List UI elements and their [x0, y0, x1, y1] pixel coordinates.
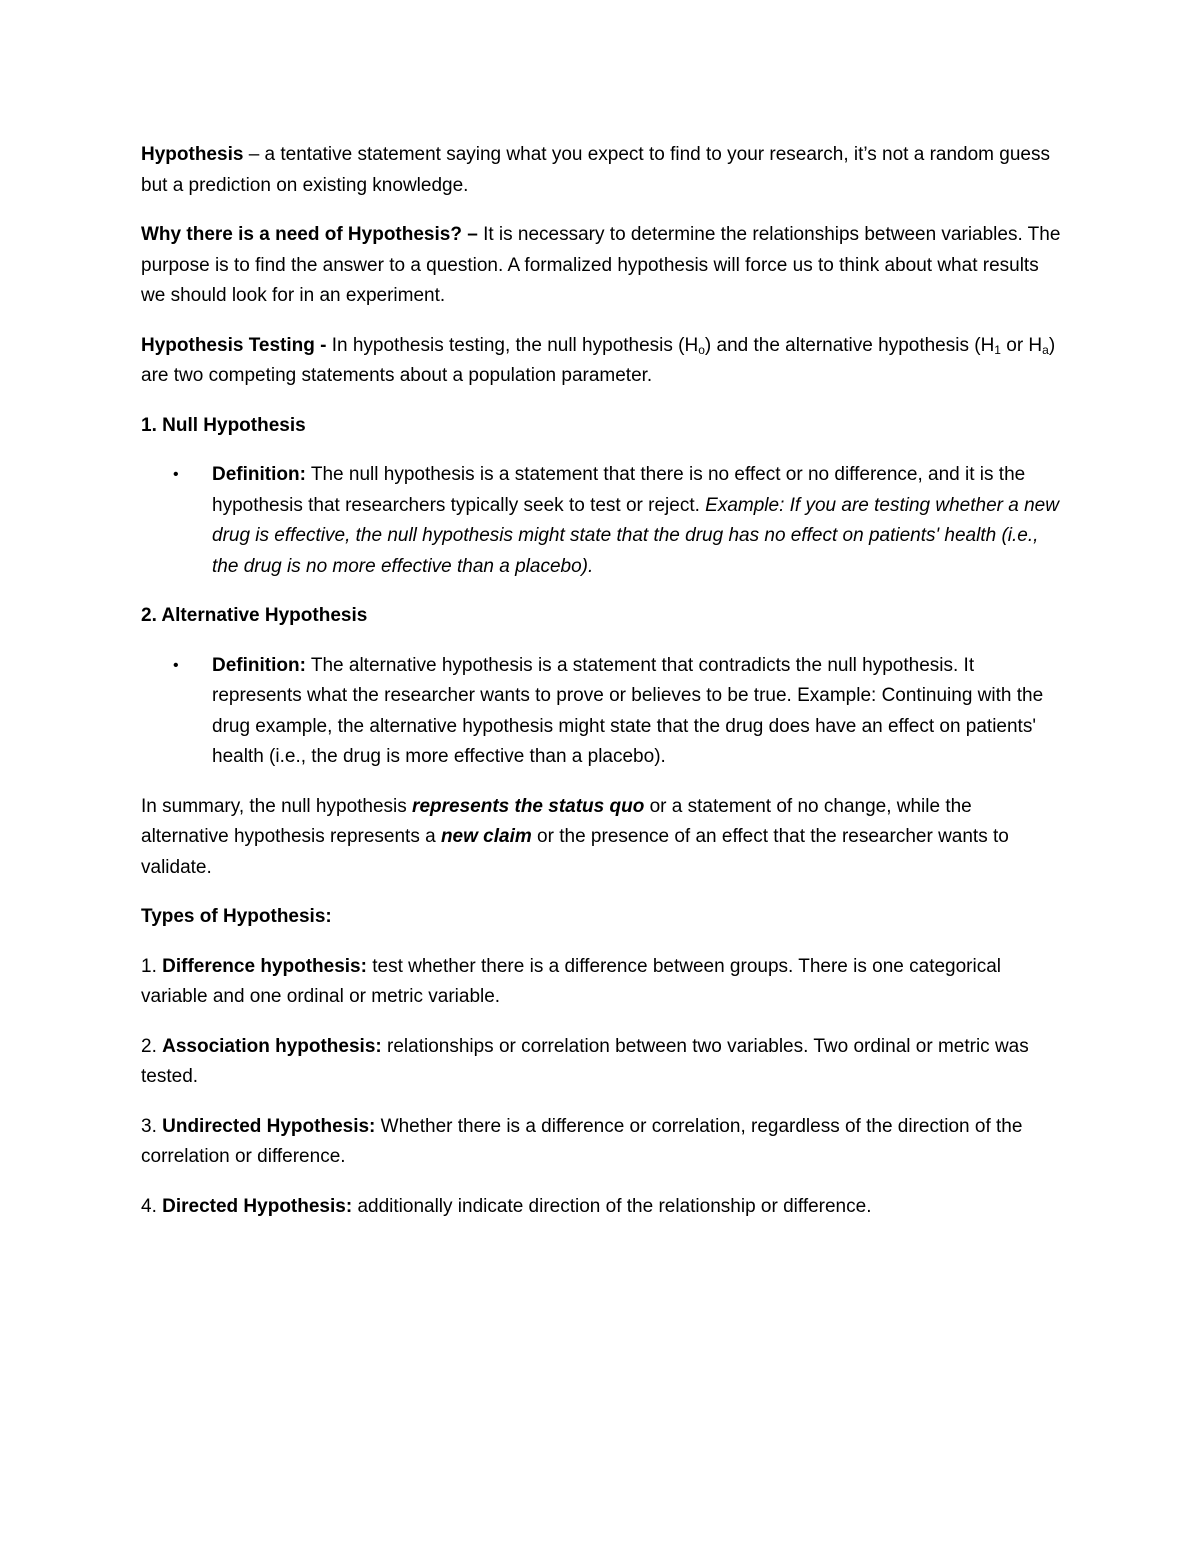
testing-text-3: or H — [1000, 334, 1043, 356]
definition-label: Definition: — [212, 654, 306, 676]
null-heading-text: 1. Null Hypothesis — [141, 414, 306, 436]
null-example: Example: If you are testing whether a new drug is effective, the null hypothesis might state that the drug has no effect on patients' health (i.e., the drug is no more effective than a placebo). — [212, 494, 1059, 577]
definition-label: Definition: — [212, 464, 306, 485]
type-item-directed — [141, 1192, 1061, 1223]
testing-text-1: In hypothesis testing, the null hypothesis (H — [331, 334, 699, 356]
type-number: 3. — [141, 1115, 163, 1137]
alt-definition — [212, 651, 1061, 773]
null-definition-list — [141, 460, 1061, 582]
null-definition — [212, 460, 1061, 582]
new-claim-emphasis: new claim — [440, 826, 532, 847]
testing-term: Hypothesis Testing - — [141, 334, 332, 356]
list-item — [141, 460, 1061, 582]
type-text: test whether there is a difference between groups. There is one categorical variable and one ordinal or metric variable. — [141, 955, 1002, 1007]
why-term: Why there is a need of Hypothesis? – — [141, 224, 484, 245]
summary-text-1: In summary, the null hypothesis — [141, 795, 413, 817]
summary-text-3: or the presence of an effect that the researcher wants to validate. — [141, 826, 1009, 878]
list-item — [141, 651, 1061, 773]
intro-text: – a tentative statement saying what you expect to find to your research, it’s not a random guess but a prediction on existing knowledge. — [141, 144, 1050, 196]
type-text: relationships or correlation between two variables. Two ordinal or metric was tested. — [141, 1035, 1029, 1087]
intro-term: Hypothesis — [141, 144, 244, 165]
type-term: Association hypothesis: — [162, 1035, 382, 1057]
type-number: 1. — [141, 955, 163, 977]
testing-text-2: ) and the alternative hypothesis (H — [704, 334, 995, 356]
testing-text-4: ) are two competing statements about a population parameter. — [141, 334, 1056, 386]
summary-text-2: or a statement of no change, while the alternative hypothesis represents a — [141, 795, 972, 847]
intro-paragraph — [141, 140, 1061, 201]
alt-heading-text: 2. Alternative Hypothesis — [141, 605, 368, 626]
type-number: 2. — [141, 1035, 163, 1057]
why-text: It is necessary to determine the relationships between variables. The purpose is to find the answer to a question. A formalized hypothesis will force us to think about what results we should look for in an experiment. — [141, 224, 1061, 306]
type-text: additionally indicate direction of the relationship or difference. — [352, 1195, 872, 1217]
type-term: Undirected Hypothesis: — [162, 1115, 376, 1137]
definition-text: The null hypothesis is a statement that there is no effect or no difference, and it is the hypothesis that researchers typically seek to test or reject. — [212, 464, 1026, 516]
type-term: Difference hypothesis: — [162, 955, 367, 977]
types-heading — [141, 902, 1061, 933]
type-item-association — [141, 1032, 1061, 1093]
types-heading-text: Types of Hypothesis: — [141, 906, 332, 927]
testing-paragraph — [141, 331, 1061, 392]
alt-subscript-a: a — [1042, 342, 1049, 357]
bullet-icon: • — [173, 466, 179, 483]
alt-definition-list — [141, 651, 1061, 773]
alt-subscript-1: 1 — [994, 342, 1001, 357]
type-item-difference — [141, 952, 1061, 1013]
null-subscript: o — [698, 342, 705, 357]
type-text: Whether there is a difference or correlation, regardless of the direction of the correlation or difference. — [141, 1115, 1023, 1167]
type-item-undirected — [141, 1112, 1061, 1173]
bullet-icon: • — [173, 656, 179, 674]
summary-paragraph — [141, 792, 1061, 884]
alt-heading — [141, 601, 1061, 632]
type-number: 4. — [141, 1195, 163, 1217]
document-body — [141, 140, 1061, 1241]
null-heading — [141, 411, 1061, 442]
status-quo-emphasis: represents the status quo — [412, 795, 645, 817]
type-term: Directed Hypothesis: — [162, 1195, 353, 1217]
definition-text: The alternative hypothesis is a statement that contradicts the null hypothesis. It represents what the researcher wants to prove or believes to be true. Example: Continuing with the drug example, the alternative hypothesis might state that the drug does have an effect on patients' health (i.e., the drug is more effective than a placebo). — [212, 654, 1044, 767]
why-paragraph — [141, 220, 1061, 312]
